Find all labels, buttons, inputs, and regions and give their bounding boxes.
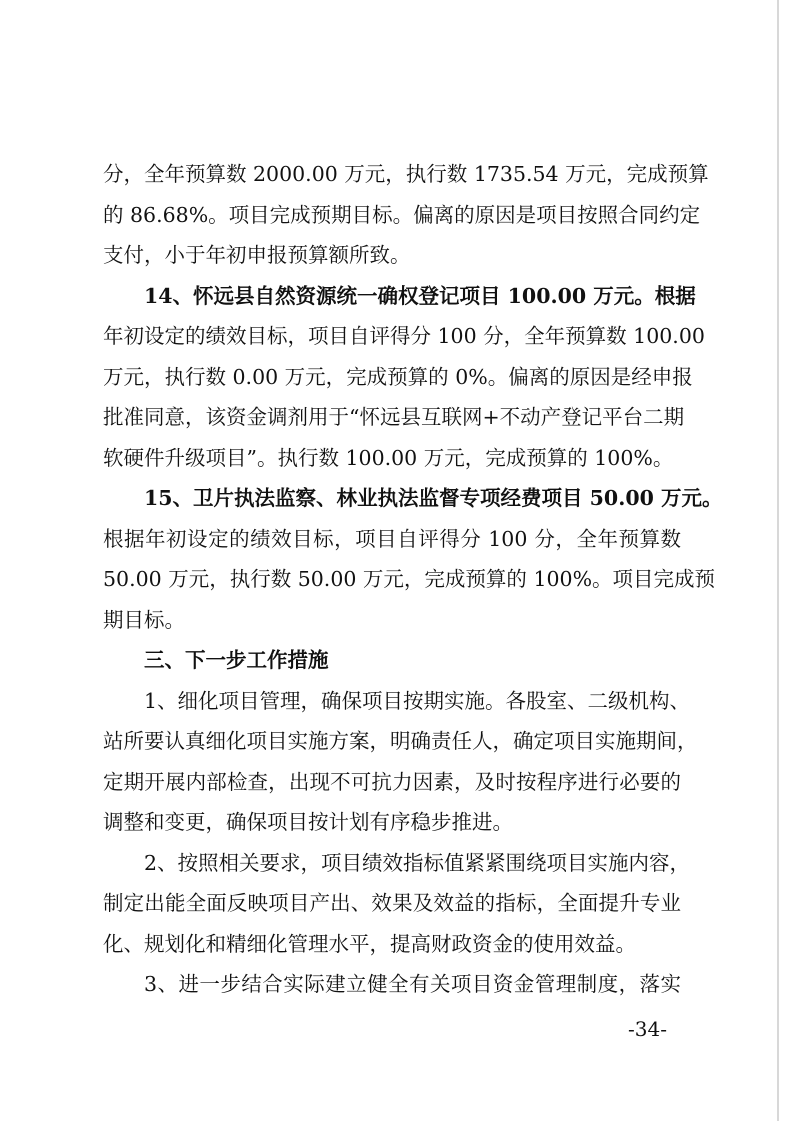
body-text-line: 化、规划化和精细化管理水平，提高财政资金的使用效益。 bbox=[103, 932, 636, 956]
body-text-line: 1、细化项目管理，确保项目按期实施。各股室、二级机构、 bbox=[144, 689, 691, 713]
page-edge-shadow bbox=[777, 0, 779, 1121]
body-text-line: 的 86.68%。项目完成预期目标。偏离的原因是项目按照合同约定 bbox=[103, 203, 701, 227]
body-text-line: 批准同意，该资金调剂用于“怀远县互联网+不动产登记平台二期 bbox=[103, 405, 685, 429]
body-text-line: 调整和变更，确保项目按计划有序稳步推进。 bbox=[103, 810, 513, 834]
section-heading: 三、下一步工作措施 bbox=[144, 648, 329, 672]
body-text-line: 50.00 万元，执行数 50.00 万元，完成预算的 100%。项目完成预 bbox=[103, 567, 716, 591]
page-number: -34- bbox=[628, 1017, 667, 1041]
body-text-line: 分，全年预算数 2000.00 万元，执行数 1735.54 万元，完成预算 bbox=[103, 162, 709, 186]
body-text-line: 年初设定的绩效目标，项目自评得分 100 分，全年预算数 100.00 bbox=[103, 324, 705, 348]
body-text-line: 根据年初设定的绩效目标，项目自评得分 100 分，全年预算数 bbox=[103, 527, 681, 551]
body-text-line: 3、进一步结合实际建立健全有关项目资金管理制度，落实 bbox=[144, 972, 681, 996]
item-heading-line: 15、卫片执法监察、林业执法监督专项经费项目 50.00 万元。 bbox=[144, 486, 723, 510]
body-text-line: 软硬件升级项目”。执行数 100.00 万元，完成预算的 100%。 bbox=[103, 446, 674, 470]
body-text-line: 2、按照相关要求，项目绩效指标值紧紧围绕项目实施内容， bbox=[144, 851, 691, 875]
body-text-line: 制定出能全面反映项目产出、效果及效益的指标，全面提升专业 bbox=[103, 891, 681, 915]
item-heading-line: 14、怀远县自然资源统一确权登记项目 100.00 万元。根据 bbox=[144, 284, 696, 308]
body-text-line: 支付，小于年初申报预算额所致。 bbox=[103, 243, 411, 267]
body-text-line: 期目标。 bbox=[103, 608, 185, 632]
body-text-line: 定期开展内部检查，出现不可抗力因素，及时按程序进行必要的 bbox=[103, 770, 681, 794]
body-text-line: 万元，执行数 0.00 万元，完成预算的 0%。偏离的原因是经申报 bbox=[103, 365, 693, 389]
body-text-line: 站所要认真细化项目实施方案，明确责任人，确定项目实施期间， bbox=[103, 729, 698, 753]
